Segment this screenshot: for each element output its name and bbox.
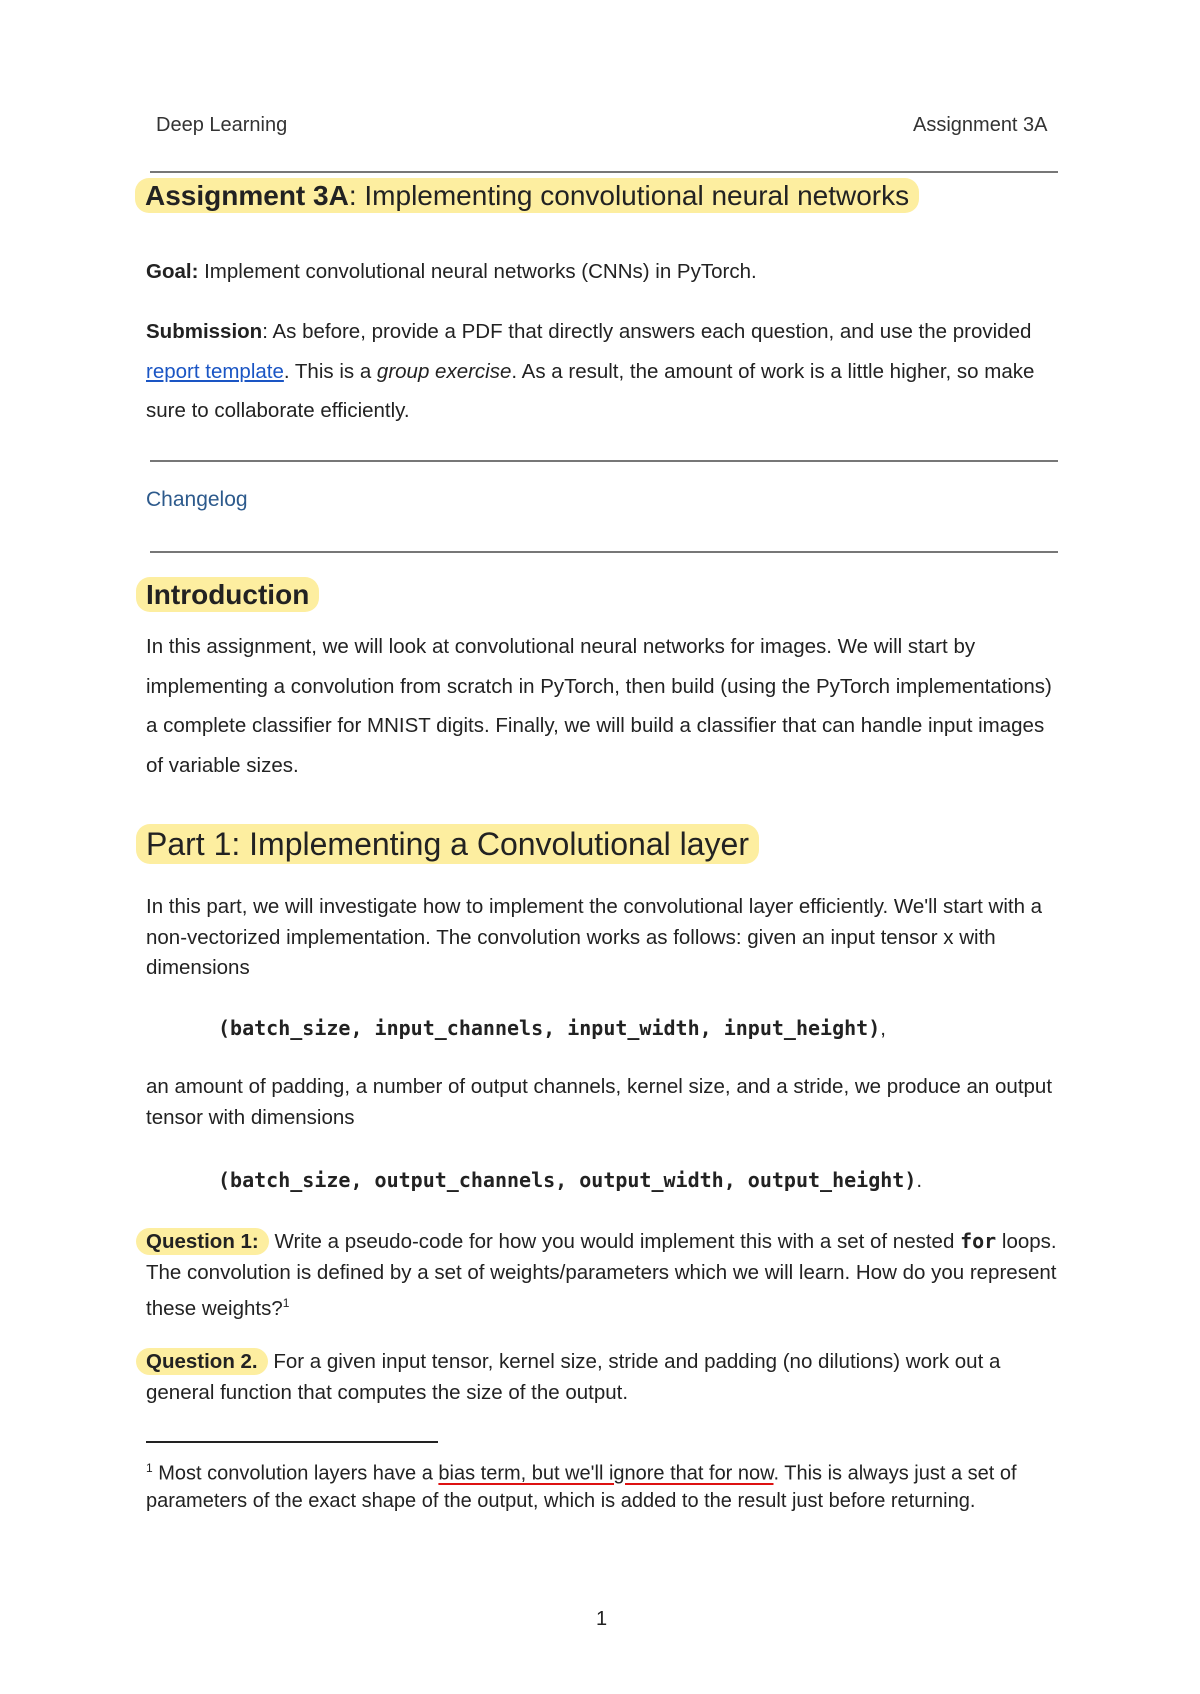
submission-label: Submission	[146, 320, 263, 343]
report-template-link[interactable]: report template	[146, 359, 284, 383]
title-rest: : Implementing convolutional neural networks	[348, 180, 910, 211]
submission-text-c: . As a result, the amount of work is a little higher, so make sure to collaborate efficiently.	[146, 359, 1035, 422]
punctuation: .	[916, 1169, 923, 1192]
input-dimensions: (batch_size, input_channels, input_width, input_height)	[218, 1016, 881, 1040]
question-2	[146, 1347, 1066, 1408]
for-keyword: for	[960, 1229, 997, 1253]
goal-label: Goal:	[146, 260, 199, 283]
footnote-mark: 1	[146, 1461, 153, 1475]
submission-paragraph	[146, 312, 1066, 431]
question-2-label: Question 2.	[136, 1348, 268, 1375]
footnote-underlined-text: bias term, but we'll ignore that for now	[438, 1462, 774, 1485]
footnote	[146, 1455, 1066, 1515]
introduction-heading	[146, 579, 319, 611]
input-dimensions-code	[218, 1016, 886, 1041]
page-number: 1	[596, 1608, 608, 1630]
goal-text: Implement convolutional neural networks (CNNs) in PyTorch.	[198, 260, 757, 283]
footnote-text-a: Most convolution layers have a	[152, 1462, 439, 1485]
punctuation: ,	[880, 1017, 886, 1040]
submission-text-b: . This is a	[283, 359, 377, 383]
part1-heading	[146, 826, 759, 863]
question-1-text-a: Write a pseudo-code for how you would implement this with a set of nested	[268, 1230, 961, 1253]
part1-heading-text: Part 1: Implementing a Convolutional layer	[136, 824, 759, 864]
question-1	[146, 1226, 1066, 1324]
header-assignment: Assignment 3A	[913, 114, 1048, 136]
goal-paragraph	[146, 252, 1066, 292]
part1-output-paragraph: an amount of padding, a number of output channels, kernel size, and a stride, we produce an output tensor with dimensions	[146, 1075, 1053, 1129]
output-dimensions: (batch_size, output_channels, output_width, output_height)	[218, 1168, 917, 1192]
introduction-heading-text: Introduction	[136, 577, 319, 612]
divider	[150, 551, 1058, 553]
introduction-paragraph: In this assignment, we will look at convolutional neural networks for images. We will start by implementing a convolution from scratch in PyTorch, then build (using the PyTorch implementations) a complete classifier for MNIST digits. Finally, we will build a classifier that can handle input images of variable sizes.	[146, 635, 1052, 777]
footnote-reference[interactable]: 1	[282, 1296, 290, 1310]
group-exercise-emphasis: group exercise	[376, 359, 512, 383]
question-2-text: For a given input tensor, kernel size, stride and padding (no dilutions) work out a general function that computes the size of the output.	[146, 1350, 1001, 1404]
title-bold: Assignment 3A	[145, 180, 349, 211]
footnote-text-b: . This is always just a set of parameters of the exact shape of the output, which is added to the result just before returning.	[146, 1462, 1017, 1512]
output-dimensions-code	[218, 1168, 922, 1193]
document-title	[145, 180, 919, 212]
question-1-label: Question 1:	[136, 1228, 269, 1255]
divider	[150, 460, 1058, 462]
question-1-text-b: loops. The convolution is defined by a set of weights/parameters which we will learn. How do you represent these weights?	[146, 1230, 1057, 1320]
footnote-separator	[146, 1441, 438, 1443]
divider	[150, 171, 1058, 173]
submission-text-a: : As before, provide a PDF that directly answers each question, and use the provided	[262, 320, 1032, 343]
header-course: Deep Learning	[156, 114, 288, 136]
changelog-link[interactable]: Changelog	[146, 488, 248, 511]
part1-intro-paragraph: In this part, we will investigate how to implement the convolutional layer efficiently. We'll start with a non-vectorized implementation. The convolution works as follows: given an input tensor x with dimensions	[146, 895, 1043, 979]
